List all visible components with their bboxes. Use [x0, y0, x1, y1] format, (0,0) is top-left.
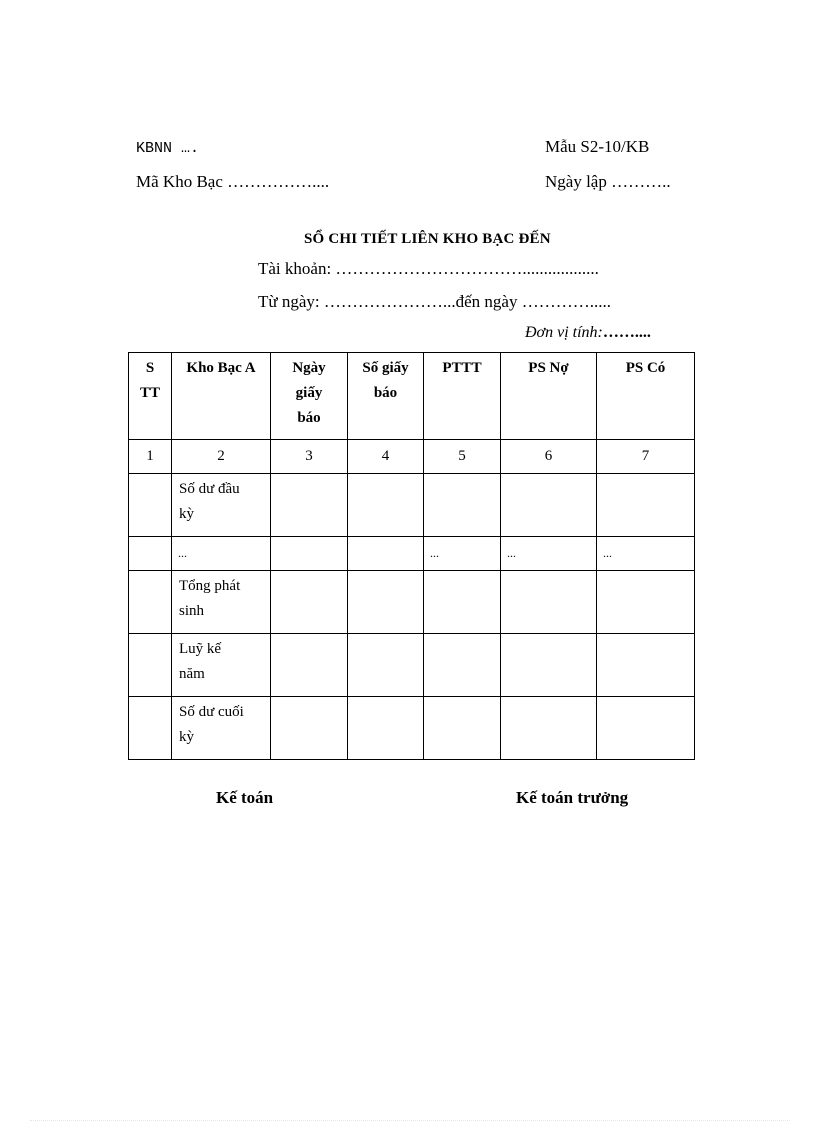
column-number: 1 — [129, 440, 172, 474]
table-row-opening-balance — [129, 474, 695, 537]
column-number: 2 — [172, 440, 271, 474]
header-credit-text: PS Có — [625, 360, 666, 376]
header-notice-date — [271, 353, 348, 440]
table-cell — [271, 474, 348, 537]
table-cell — [501, 571, 597, 634]
header-debit — [501, 353, 597, 440]
row-label-line: kỳ — [179, 506, 194, 522]
column-number: 3 — [271, 440, 348, 474]
header-notice-date-line3: báo — [297, 410, 321, 426]
treasury-code-line: Mã Kho Bạc …………….... — [136, 172, 330, 191]
row-label-line: Luỹ kế — [179, 641, 222, 657]
column-number: 4 — [348, 440, 424, 474]
unit-value: …….... — [602, 324, 651, 341]
header-debit-text: PS Nợ — [528, 360, 569, 376]
column-number-row — [129, 440, 695, 474]
document-title: SỔ CHI TIẾT LIÊN KHO BẠC ĐẾN — [304, 231, 551, 247]
table-header-row — [129, 353, 695, 440]
table-cell — [501, 697, 597, 760]
row-label-total-arising — [172, 571, 271, 634]
header-payment-method-text: PTTT — [442, 360, 482, 376]
header-credit — [597, 353, 695, 440]
header-stt — [129, 353, 172, 440]
agency-label: KBNN …. — [136, 140, 200, 157]
date-made-line: Ngày lập ……….. — [545, 172, 671, 191]
table-cell — [129, 537, 172, 571]
row-label-closing-balance — [172, 697, 271, 760]
header-stt-line2: TT — [139, 385, 160, 401]
accountant-signature-label: Kế toán — [216, 788, 274, 807]
table-cell — [424, 571, 501, 634]
column-number: 7 — [597, 440, 695, 474]
header-payment-method — [424, 353, 501, 440]
table-cell — [271, 634, 348, 697]
table-cell — [129, 571, 172, 634]
ellipsis-cell: ... — [501, 537, 597, 571]
row-label-line: Tổng phát — [179, 578, 241, 594]
table-cell — [129, 474, 172, 537]
row-label-line: Số dư đầu — [179, 481, 240, 497]
header-notice-number — [348, 353, 424, 440]
column-number: 6 — [501, 440, 597, 474]
header-notice-number-line2: báo — [373, 385, 398, 401]
row-label-opening-balance — [172, 474, 271, 537]
page-bottom-divider — [30, 1120, 790, 1121]
table-cell — [129, 697, 172, 760]
row-label-line: sinh — [179, 603, 205, 619]
chief-accountant-signature-label: Kế toán trưởng — [516, 788, 629, 807]
ellipsis-cell: ... — [424, 537, 501, 571]
table-cell — [271, 697, 348, 760]
table-row-year-accumulated — [129, 634, 695, 697]
table-cell — [501, 474, 597, 537]
table-cell — [348, 537, 424, 571]
header-notice-date-line2: giấy — [295, 385, 323, 401]
table-cell — [501, 634, 597, 697]
table-cell — [424, 474, 501, 537]
header-stt-line1: S — [145, 360, 155, 376]
header-treasury-a — [172, 353, 271, 440]
form-code: Mẫu S2-10/KB — [545, 137, 650, 156]
header-notice-date-line1: Ngày — [292, 360, 326, 376]
row-label-line: năm — [179, 666, 205, 682]
period-line: Từ ngày: …………………...đến ngày …………..... — [258, 292, 611, 311]
table-cell — [597, 634, 695, 697]
table-cell — [348, 634, 424, 697]
table-cell — [348, 474, 424, 537]
table-cell — [348, 697, 424, 760]
table-row-closing-balance — [129, 697, 695, 760]
column-number: 5 — [424, 440, 501, 474]
table-cell — [271, 537, 348, 571]
unit-label: Đơn vị tính: — [525, 324, 603, 341]
row-label-line: Số dư cuối — [179, 704, 244, 720]
table-cell — [348, 571, 424, 634]
row-label-line: kỳ — [179, 729, 194, 745]
table-cell — [424, 634, 501, 697]
header-treasury-a-text: Kho Bạc A — [186, 360, 256, 376]
header-notice-number-line1: Số giấy — [362, 360, 409, 376]
table-cell — [597, 697, 695, 760]
ellipsis-cell: ... — [172, 537, 271, 571]
table-cell — [129, 634, 172, 697]
table-row-total-arising — [129, 571, 695, 634]
table-row-ellipsis — [129, 537, 695, 571]
ellipsis-cell: ... — [597, 537, 695, 571]
unit-line — [525, 324, 651, 342]
table-cell — [424, 697, 501, 760]
row-label-year-accumulated — [172, 634, 271, 697]
table-cell — [597, 571, 695, 634]
account-line: Tài khoản: …………………………….................. — [258, 259, 599, 278]
table-cell — [271, 571, 348, 634]
table-cell — [597, 474, 695, 537]
ledger-table — [128, 352, 695, 760]
